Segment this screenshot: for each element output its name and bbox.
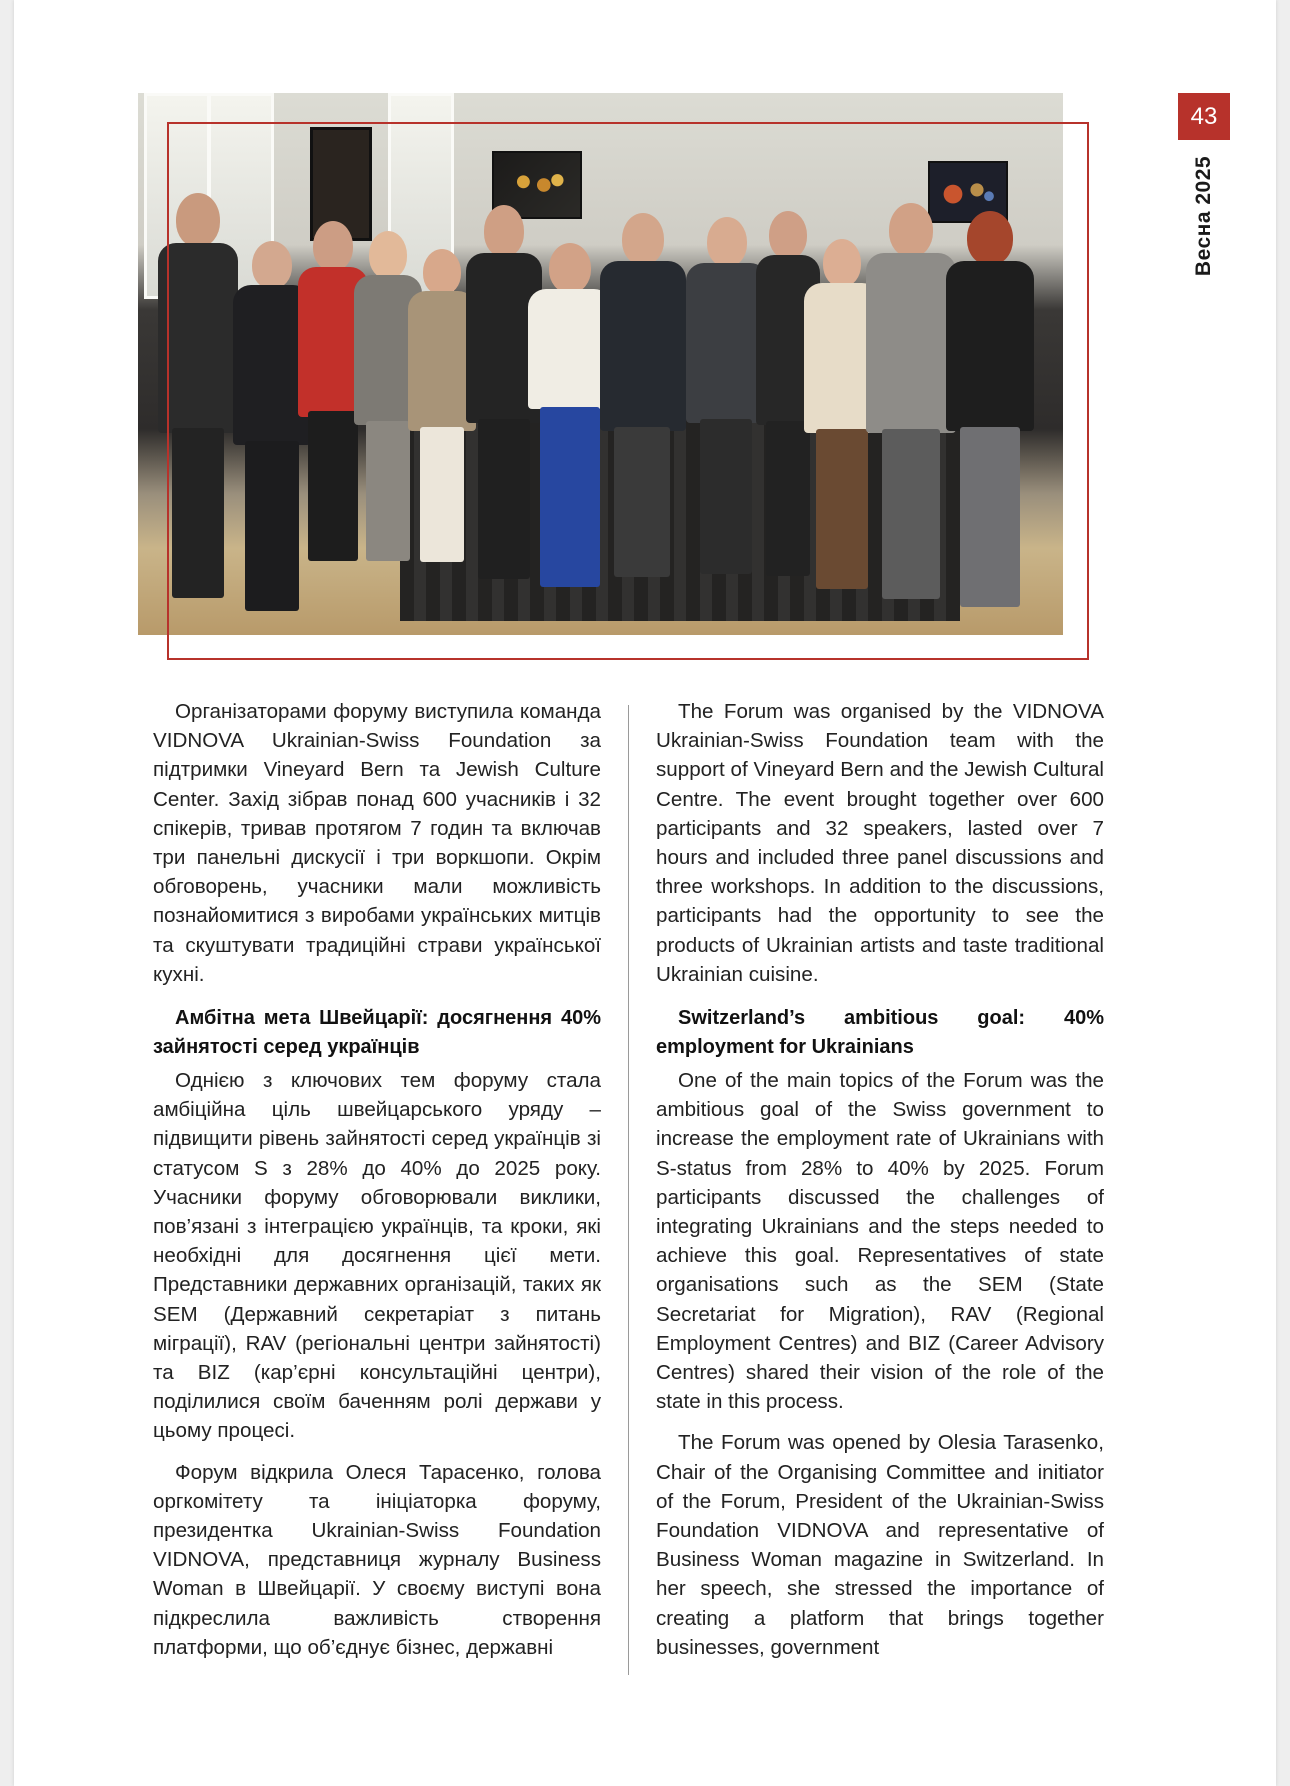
english-column (656, 697, 1104, 1674)
page-number: 43 (1178, 93, 1230, 140)
ukrainian-paragraph: Однією з ключових тем форуму стала амбіційна ціль швейцарського уряду – підвищити рівень зайнятості серед українців зі статусом S з 28% до 40% до 2025 року. Учасники форуму обговорювали виклики, пов’язані з інтеграцією українців, та кроки, які необхідні для досягнення цієї мети. Представники державних організацій, таких як SEM (Державний секретаріат з питань міграції), RAV (регіональні центри зайнятості) та BIZ (кар’єрні консультаційні центри), поділилися своїм баченням ролі держави у цьому процесі. (153, 1069, 601, 1443)
english-subheading: Switzerland’s ambitious goal: 40% employment for Ukrainians (656, 1007, 1104, 1059)
ukrainian-paragraph: Організаторами форуму виступила команда VIDNOVA Ukrainian-Swiss Foundation за підтримки Vineyard Bern та Jewish Culture Center. Захід зібрав понад 600 учасників і 32 спікерів, тривав протягом 7 годин та включав три панельні дискусії і три воркшопи. Окрім обговорень, учасники мали можливість познайомитися з виробами українських митців та скуштувати традиційні страви української кухні. (153, 700, 601, 986)
ukrainian-paragraph: Форум відкрила Олеся Тарасенко, голова оргкомітету та ініціаторка форуму, президентка Ukrainian-Swiss Foundation VIDNOVA, представниця журналу Business Woman в Швейцарії. У своєму виступі вона підкреслила важливість створення платформи, що об’єднує бізнес, державні (153, 1460, 601, 1659)
decorative-red-frame (167, 122, 1089, 660)
english-paragraph: One of the main topics of the Forum was the ambitious goal of the Swiss government to increase the employment rate of Ukrainians with S-status from 28% to 40% by 2025. Forum participants discussed the challenges of integrating Ukrainians and the steps needed to achieve this goal. Representatives of state organisations such as the SEM (State Secretariat for Migration), RAV (Regional Employment Centres) and BIZ (Career Advisory Centres) shared their vision of the role of the state in this process. (656, 1069, 1104, 1414)
column-divider (628, 705, 629, 1675)
issue-label: Весна 2025 (1192, 155, 1215, 277)
magazine-page (14, 0, 1276, 1786)
english-paragraph: The Forum was opened by Olesia Tarasenko, Chair of the Organising Committee and initiator of the Forum, President of the Ukrainian-Swiss Foundation VIDNOVA and representative of Business Woman magazine in Switzerland. In her speech, she stressed the importance of creating a platform that brings together businesses, government (656, 1431, 1104, 1659)
ukrainian-column (153, 697, 601, 1674)
ukrainian-subheading: Амбітна мета Швейцарії: досягнення 40% зайнятості серед українців (153, 1007, 601, 1059)
english-paragraph: The Forum was organised by the VIDNOVA Ukrainian-Swiss Foundation team with the support of Vineyard Bern and the Jewish Cultural Centre. The event brought together over 600 participants and 32 speakers, lasted over 7 hours and included three panel discussions and three workshops. In addition to the discussions, participants had the opportunity to see the products of Ukrainian artists and taste traditional Ukrainian cuisine. (656, 700, 1104, 986)
